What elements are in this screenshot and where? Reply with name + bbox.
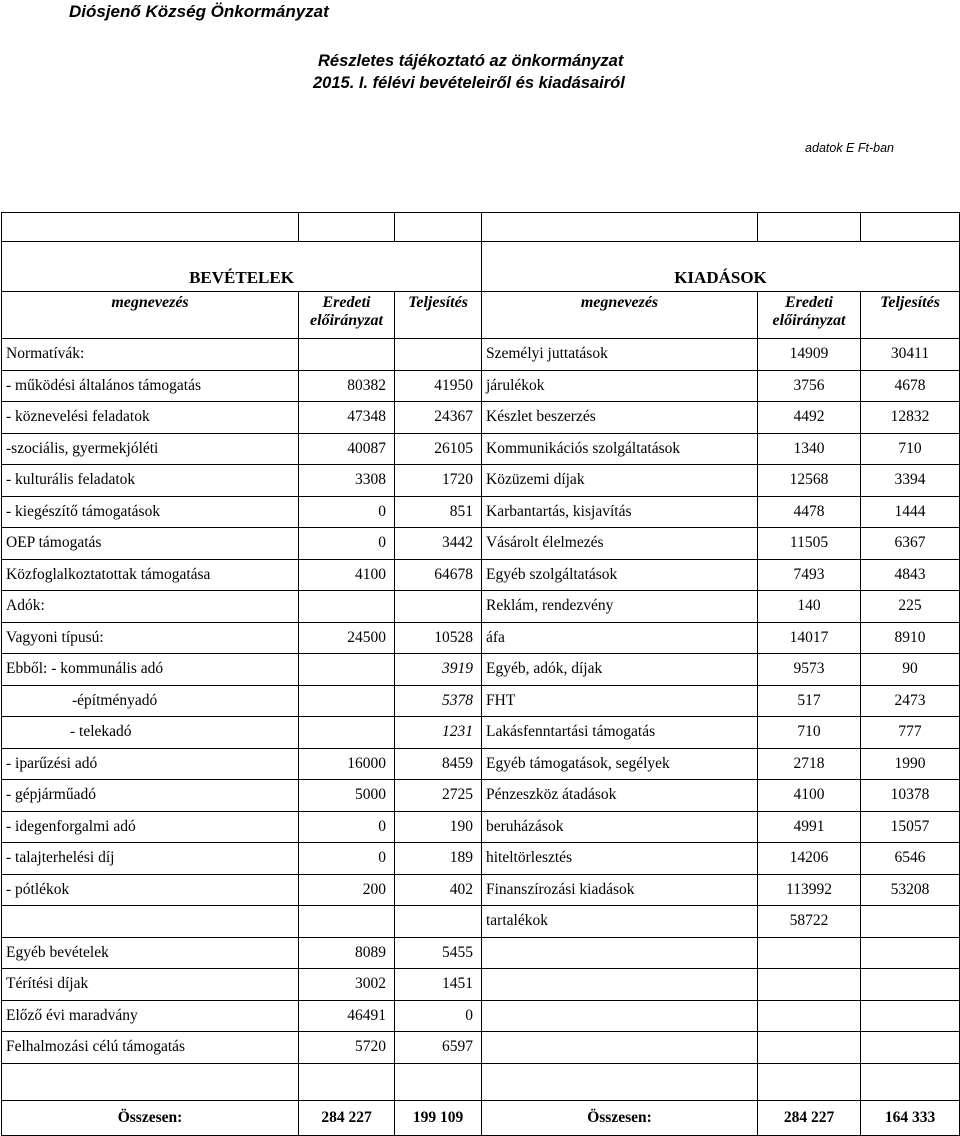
income-actual-cell: 5455 bbox=[395, 937, 482, 969]
income-name-cell: Ebből: - kommunális adó bbox=[2, 654, 299, 686]
income-total-actual: 199 109 bbox=[395, 1100, 482, 1135]
table-row bbox=[2, 906, 960, 938]
income-planned-cell: 0 bbox=[299, 528, 395, 560]
expense-planned-cell: 140 bbox=[758, 591, 861, 623]
income-actual-cell: 41950 bbox=[395, 370, 482, 402]
expense-planned-cell: 9573 bbox=[758, 654, 861, 686]
unit-note: adatok E Ft-ban bbox=[805, 141, 894, 155]
income-planned-cell: 0 bbox=[299, 496, 395, 528]
table-row bbox=[2, 937, 960, 969]
blank-cell bbox=[299, 1063, 395, 1100]
income-actual-cell: 189 bbox=[395, 843, 482, 875]
income-actual-cell: 24367 bbox=[395, 402, 482, 434]
blank-cell bbox=[758, 1063, 861, 1100]
expense-name-cell bbox=[482, 1032, 758, 1064]
expense-name-cell: Egyéb szolgáltatások bbox=[482, 559, 758, 591]
expense-name-cell: Lakásfenntartási támogatás bbox=[482, 717, 758, 749]
expense-planned-cell: 4478 bbox=[758, 496, 861, 528]
table-row bbox=[2, 433, 960, 465]
income-actual-cell: 6597 bbox=[395, 1032, 482, 1064]
expense-actual-cell: 12832 bbox=[861, 402, 960, 434]
table-row bbox=[2, 622, 960, 654]
income-actual-cell: 8459 bbox=[395, 748, 482, 780]
income-planned-cell: 80382 bbox=[299, 370, 395, 402]
income-name-cell: - iparűzési adó bbox=[2, 748, 299, 780]
income-planned-cell: 200 bbox=[299, 874, 395, 906]
income-name-cell: Normatívák: bbox=[2, 339, 299, 371]
income-total-planned: 284 227 bbox=[299, 1100, 395, 1135]
expense-actual-cell bbox=[861, 937, 960, 969]
table-row bbox=[2, 1000, 960, 1032]
table-row bbox=[2, 339, 960, 371]
spacer-cell bbox=[758, 213, 861, 242]
expense-planned-cell bbox=[758, 937, 861, 969]
income-planned-cell: 24500 bbox=[299, 622, 395, 654]
spacer-cell bbox=[395, 213, 482, 242]
expense-actual-cell: 6367 bbox=[861, 528, 960, 560]
table-row bbox=[2, 780, 960, 812]
income-actual-cell: 64678 bbox=[395, 559, 482, 591]
income-actual-cell: 2725 bbox=[395, 780, 482, 812]
income-total-label: Összesen: bbox=[2, 1100, 299, 1135]
expense-actual-cell: 777 bbox=[861, 717, 960, 749]
income-actual-cell: 5378 bbox=[395, 685, 482, 717]
income-actual-cell bbox=[395, 906, 482, 938]
income-name-cell: OEP támogatás bbox=[2, 528, 299, 560]
income-actual-cell: 851 bbox=[395, 496, 482, 528]
expense-name-cell bbox=[482, 1000, 758, 1032]
income-actual-cell: 0 bbox=[395, 1000, 482, 1032]
expense-actual-cell: 6546 bbox=[861, 843, 960, 875]
expense-name-cell: tartalékok bbox=[482, 906, 758, 938]
income-actual-cell: 3442 bbox=[395, 528, 482, 560]
income-planned-cell bbox=[299, 591, 395, 623]
income-actual-cell: 190 bbox=[395, 811, 482, 843]
expense-planned-cell: 4991 bbox=[758, 811, 861, 843]
table-row bbox=[2, 1032, 960, 1064]
income-actual-cell: 402 bbox=[395, 874, 482, 906]
income-col-planned-header: Eredeti előirányzat bbox=[299, 292, 395, 339]
income-name-cell: Előző évi maradvány bbox=[2, 1000, 299, 1032]
income-name-cell: - köznevelési feladatok bbox=[2, 402, 299, 434]
income-planned-cell bbox=[299, 685, 395, 717]
income-planned-cell bbox=[299, 339, 395, 371]
expense-planned-cell: 14206 bbox=[758, 843, 861, 875]
income-planned-cell: 40087 bbox=[299, 433, 395, 465]
table-row bbox=[2, 559, 960, 591]
table-row bbox=[2, 685, 960, 717]
expense-actual-cell: 4843 bbox=[861, 559, 960, 591]
expense-planned-cell: 3756 bbox=[758, 370, 861, 402]
income-name-cell: -építményadó bbox=[2, 685, 299, 717]
expense-actual-cell: 3394 bbox=[861, 465, 960, 497]
blank-row bbox=[2, 1063, 960, 1100]
income-name-cell: Térítési díjak bbox=[2, 969, 299, 1001]
income-planned-cell: 5000 bbox=[299, 780, 395, 812]
income-planned-cell bbox=[299, 654, 395, 686]
expense-name-cell: FHT bbox=[482, 685, 758, 717]
expense-col-name-header: megnevezés bbox=[482, 292, 758, 339]
income-actual-cell: 1720 bbox=[395, 465, 482, 497]
income-actual-cell: 10528 bbox=[395, 622, 482, 654]
expense-planned-cell: 710 bbox=[758, 717, 861, 749]
income-planned-cell bbox=[299, 717, 395, 749]
expense-total-planned: 284 227 bbox=[758, 1100, 861, 1135]
expense-planned-cell: 14909 bbox=[758, 339, 861, 371]
income-name-cell: Felhalmozási célú támogatás bbox=[2, 1032, 299, 1064]
income-planned-cell bbox=[299, 906, 395, 938]
income-actual-cell bbox=[395, 591, 482, 623]
expense-planned-cell: 113992 bbox=[758, 874, 861, 906]
expense-name-cell: járulékok bbox=[482, 370, 758, 402]
table-row bbox=[2, 370, 960, 402]
table-row bbox=[2, 717, 960, 749]
expense-planned-cell: 4100 bbox=[758, 780, 861, 812]
income-actual-cell bbox=[395, 339, 482, 371]
spacer-cell bbox=[861, 213, 960, 242]
expense-actual-cell: 53208 bbox=[861, 874, 960, 906]
expense-planned-cell: 7493 bbox=[758, 559, 861, 591]
expense-name-cell: Pénzeszköz átadások bbox=[482, 780, 758, 812]
expense-planned-cell: 4492 bbox=[758, 402, 861, 434]
organization-name: Diósjenő Község Önkormányzat bbox=[69, 2, 329, 21]
expense-planned-cell: 517 bbox=[758, 685, 861, 717]
income-actual-cell: 26105 bbox=[395, 433, 482, 465]
table-row bbox=[2, 402, 960, 434]
column-header-row bbox=[2, 292, 960, 339]
expense-name-cell: Kommunikációs szolgáltatások bbox=[482, 433, 758, 465]
income-planned-cell: 8089 bbox=[299, 937, 395, 969]
income-name-cell: - idegenforgalmi adó bbox=[2, 811, 299, 843]
expense-planned-cell: 11505 bbox=[758, 528, 861, 560]
expense-actual-cell: 30411 bbox=[861, 339, 960, 371]
budget-table-body bbox=[2, 213, 960, 1136]
expense-planned-cell bbox=[758, 1000, 861, 1032]
expense-planned-cell: 58722 bbox=[758, 906, 861, 938]
table-row bbox=[2, 465, 960, 497]
expense-col-planned-header: Eredeti előirányzat bbox=[758, 292, 861, 339]
income-name-cell bbox=[2, 906, 299, 938]
table-row bbox=[2, 528, 960, 560]
table-spacer-row bbox=[2, 213, 960, 242]
title-line1-text: Részletes tájékoztató az önkormányzat bbox=[318, 52, 624, 70]
income-name-cell: - gépjárműadó bbox=[2, 780, 299, 812]
income-planned-cell: 0 bbox=[299, 843, 395, 875]
income-section-title: BEVÉTELEK bbox=[2, 242, 482, 292]
blank-cell bbox=[2, 1063, 299, 1100]
table-row bbox=[2, 496, 960, 528]
blank-cell bbox=[861, 1063, 960, 1100]
income-col-name-header: megnevezés bbox=[2, 292, 299, 339]
expense-name-cell bbox=[482, 937, 758, 969]
expense-planned-cell: 14017 bbox=[758, 622, 861, 654]
expense-actual-cell bbox=[861, 1032, 960, 1064]
spacer-cell bbox=[299, 213, 395, 242]
income-actual-cell: 1451 bbox=[395, 969, 482, 1001]
expense-planned-cell: 1340 bbox=[758, 433, 861, 465]
income-planned-cell: 4100 bbox=[299, 559, 395, 591]
expense-planned-cell: 2718 bbox=[758, 748, 861, 780]
income-name-cell: Egyéb bevételek bbox=[2, 937, 299, 969]
income-name-cell: Közfoglalkoztatottak támogatása bbox=[2, 559, 299, 591]
blank-cell bbox=[482, 1063, 758, 1100]
table-row bbox=[2, 874, 960, 906]
expense-total-actual: 164 333 bbox=[861, 1100, 960, 1135]
expense-section-title: KIADÁSOK bbox=[482, 242, 960, 292]
expense-name-cell: Karbantartás, kisjavítás bbox=[482, 496, 758, 528]
expense-planned-cell: 12568 bbox=[758, 465, 861, 497]
table-row bbox=[2, 591, 960, 623]
blank-cell bbox=[395, 1063, 482, 1100]
expense-actual-cell: 2473 bbox=[861, 685, 960, 717]
budget-table bbox=[1, 212, 960, 1136]
table-row bbox=[2, 969, 960, 1001]
income-name-cell: Adók: bbox=[2, 591, 299, 623]
income-name-cell: - kulturális feladatok bbox=[2, 465, 299, 497]
expense-col-actual-header: Teljesítés bbox=[861, 292, 960, 339]
expense-name-cell: Közüzemi díjak bbox=[482, 465, 758, 497]
expense-name-cell: Egyéb, adók, díjak bbox=[482, 654, 758, 686]
income-name-cell: - kiegészítő támogatások bbox=[2, 496, 299, 528]
table-row bbox=[2, 748, 960, 780]
expense-name-cell: Személyi juttatások bbox=[482, 339, 758, 371]
expense-actual-cell: 1990 bbox=[861, 748, 960, 780]
income-planned-cell: 0 bbox=[299, 811, 395, 843]
expense-actual-cell: 710 bbox=[861, 433, 960, 465]
income-name-cell: - talajterhelési díj bbox=[2, 843, 299, 875]
spacer-cell bbox=[482, 213, 758, 242]
income-planned-cell: 5720 bbox=[299, 1032, 395, 1064]
expense-actual-cell: 8910 bbox=[861, 622, 960, 654]
spacer-cell bbox=[2, 213, 299, 242]
table-row bbox=[2, 654, 960, 686]
income-name-cell: -szociális, gyermekjóléti bbox=[2, 433, 299, 465]
title-line2-text: 2015. I. félévi bevételeiről és kiadásairól bbox=[313, 74, 625, 92]
income-actual-cell: 3919 bbox=[395, 654, 482, 686]
expense-total-label: Összesen: bbox=[482, 1100, 758, 1135]
expense-actual-cell bbox=[861, 1000, 960, 1032]
expense-name-cell: Készlet beszerzés bbox=[482, 402, 758, 434]
income-planned-cell: 3308 bbox=[299, 465, 395, 497]
income-col-actual-header: Teljesítés bbox=[395, 292, 482, 339]
expense-actual-cell: 90 bbox=[861, 654, 960, 686]
expense-actual-cell: 225 bbox=[861, 591, 960, 623]
expense-planned-cell bbox=[758, 969, 861, 1001]
expense-actual-cell: 1444 bbox=[861, 496, 960, 528]
expense-actual-cell: 4678 bbox=[861, 370, 960, 402]
income-name-cell: - működési általános támogatás bbox=[2, 370, 299, 402]
table-row bbox=[2, 811, 960, 843]
expense-name-cell: Vásárolt élelmezés bbox=[482, 528, 758, 560]
expense-planned-cell bbox=[758, 1032, 861, 1064]
expense-name-cell: Reklám, rendezvény bbox=[482, 591, 758, 623]
expense-actual-cell bbox=[861, 969, 960, 1001]
expense-name-cell: áfa bbox=[482, 622, 758, 654]
expense-actual-cell: 10378 bbox=[861, 780, 960, 812]
income-planned-cell: 46491 bbox=[299, 1000, 395, 1032]
income-name-cell: - pótlékok bbox=[2, 874, 299, 906]
section-header-row bbox=[2, 242, 960, 292]
expense-name-cell: hiteltörlesztés bbox=[482, 843, 758, 875]
expense-actual-cell bbox=[861, 906, 960, 938]
expense-name-cell bbox=[482, 969, 758, 1001]
income-planned-cell: 47348 bbox=[299, 402, 395, 434]
expense-actual-cell: 15057 bbox=[861, 811, 960, 843]
expense-name-cell: beruházások bbox=[482, 811, 758, 843]
income-planned-cell: 3002 bbox=[299, 969, 395, 1001]
table-row bbox=[2, 843, 960, 875]
expense-name-cell: Finanszírozási kiadások bbox=[482, 874, 758, 906]
income-name-cell: Vagyoni típusú: bbox=[2, 622, 299, 654]
income-actual-cell: 1231 bbox=[395, 717, 482, 749]
income-planned-cell: 16000 bbox=[299, 748, 395, 780]
totals-row bbox=[2, 1100, 960, 1135]
income-name-cell: - telekadó bbox=[2, 717, 299, 749]
expense-name-cell: Egyéb támogatások, segélyek bbox=[482, 748, 758, 780]
